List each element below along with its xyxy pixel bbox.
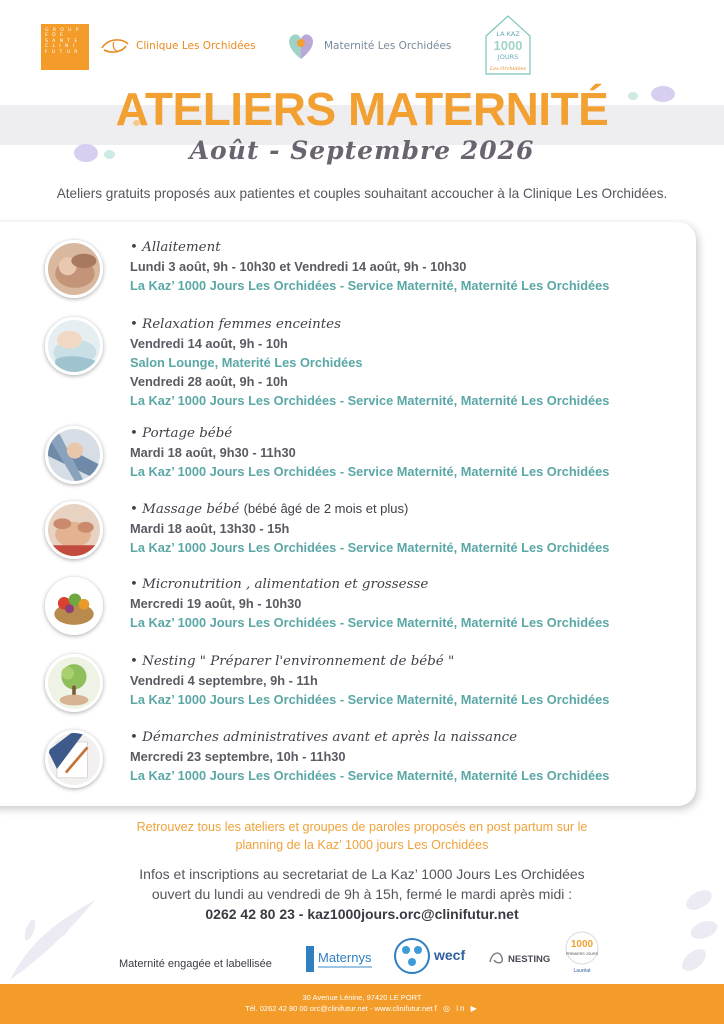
groupe-logo-line: C L I N I [45, 44, 76, 50]
contact-info [0, 864, 724, 924]
workshop-photo-breastfeeding [45, 240, 103, 298]
maternite-heart-icon [284, 29, 318, 63]
post-partum-info-line: Retrouvez tous les ateliers et groupes de paroles proposés en post partum sur le [136, 820, 588, 834]
workshop-title-text: • Relaxation femmes enceintes [130, 317, 341, 332]
maternys-text: Maternys [318, 950, 372, 965]
workshop-note: (bébé âgé de 2 mois et plus) [243, 501, 409, 516]
kaz-jours-text: JOURS [497, 53, 519, 61]
groupe-logo-line: S A N T E [45, 38, 79, 44]
header-logos [0, 0, 724, 90]
1000-premiers-jours-logo [562, 930, 602, 980]
workshop-title [130, 652, 609, 671]
workshop-photo-paperwork [45, 730, 103, 788]
workshop-location: La Kaz’ 1000 Jours Les Orchidées - Service Maternité, Maternité Les Orchidées [130, 692, 610, 707]
workshop-title [130, 499, 609, 519]
workshop-title [130, 238, 609, 257]
workshop-title-text: • Micronutrition , alimentation et grossesse [130, 577, 429, 592]
maternite-logo [284, 28, 451, 64]
workshop-location: La Kaz’ 1000 Jours Les Orchidées - Service Maternité, Maternité Les Orchidées [130, 393, 610, 408]
groupe-logo-line: F U T U R [45, 49, 79, 55]
workshop-date: Mardi 18 août, 9h30 - 11h30 [130, 445, 296, 460]
wecf-logo [392, 936, 468, 976]
workshop-title [130, 315, 609, 334]
wecf-text: wecf [434, 947, 466, 963]
post-partum-info-line: planning de la Kaz’ 1000 jours Les Orchidées [235, 838, 489, 852]
workshop-date: Vendredi 28 août, 9h - 10h [130, 374, 288, 389]
groupe-sante-clinifutur-logo [41, 24, 89, 70]
clinique-name: Clinique Les Orchidées [136, 40, 256, 52]
maternite-name: Maternité Les Orchidées [324, 40, 452, 52]
workshop-date: Mercredi 19 août, 9h - 10h30 [130, 596, 302, 611]
workshop-date: Vendredi 14 août, 9h - 10h [130, 336, 288, 351]
groupe-logo-line: G R O U P [45, 28, 80, 33]
workshop-location: La Kaz’ 1000 Jours Les Orchidées - Service Maternité, Maternité Les Orchidées [130, 464, 610, 479]
workshop-date: Mercredi 23 septembre, 10h - 11h30 [130, 749, 346, 764]
workshop-location: La Kaz’ 1000 Jours Les Orchidées - Service Maternité, Maternité Les Orchidées [130, 540, 610, 555]
maternys-logo [306, 944, 376, 974]
workshop-date: Mardi 18 août, 13h30 - 15h [130, 521, 290, 536]
contact-info-line: ouvert du lundi au vendredi de 9h à 15h, fermé le mardi après midi : [151, 886, 573, 902]
footer-bar [0, 984, 724, 1024]
workshop-location: La Kaz’ 1000 Jours Les Orchidées - Service Maternité, Maternité Les Orchidées [130, 615, 610, 630]
clinique-logo [100, 34, 256, 58]
footer-address: 30 Avenue Lénine, 97420 LE PORT [302, 993, 422, 1002]
kaz-sub-text: Les Orchidées [489, 66, 527, 72]
intro-text: Ateliers gratuits proposés aux patientes et couples souhaitant accoucher à la Clinique Les Orchidées. [56, 186, 668, 201]
page-subtitle: Août - Septembre 2026 [189, 136, 535, 165]
workshop-location: Salon Lounge, Materité Les Orchidées [130, 355, 363, 370]
workshop-title [130, 575, 609, 594]
workshop-title-text: • Démarches administratives avant et après la naissance [130, 730, 517, 745]
workshop-photo-babywearing [45, 426, 103, 484]
labels-caption: Maternité engagée et labellisée [119, 958, 272, 970]
footer-contacts-text: Tél. 0262 42 80 00 orc@clinifutur.net - www.clinifutur.net [245, 1004, 433, 1013]
groupe-logo-line: E D E [45, 33, 65, 39]
nesting-logo [486, 946, 552, 968]
kaz-top-text: LA KAZ [496, 30, 520, 38]
workshop-title-text: • Portage bébé [130, 426, 233, 441]
premiers-text: PREMIERS JOURS [566, 952, 598, 956]
footer-contacts [0, 1003, 724, 1014]
workshop-photo-baby-massage [45, 501, 103, 559]
page-title: ATELIERS MATERNITÉ [115, 83, 609, 135]
workshop-photo-vegetables [45, 577, 103, 635]
workshop-title [130, 728, 609, 747]
workshop-photo-relaxation [45, 317, 103, 375]
post-partum-info [0, 818, 724, 854]
kaz-number-text: 1000 [493, 38, 523, 53]
workshop-location: La Kaz’ 1000 Jours Les Orchidées - Service Maternité, Maternité Les Orchidées [130, 278, 610, 293]
workshop-title-text: • Nesting " Préparer l'environnement de bébé " [130, 654, 455, 669]
workshop-date: Lundi 3 août, 9h - 10h30 et Vendredi 14 août, 9h - 10h30 [130, 259, 467, 274]
social-icons[interactable]: f ◎ in ▶ [434, 1004, 479, 1013]
contact-info-line: Infos et inscriptions au secretariat de La Kaz’ 1000 Jours Les Orchidées [139, 866, 585, 882]
premiers-number: 1000 [570, 939, 594, 950]
workshop-title-text: • Massage bébé [130, 502, 240, 517]
contact-phone-email: 0262 42 80 23 - kaz1000jours.orc@clinifutur.net [205, 906, 519, 922]
nesting-text: NESTING [508, 954, 551, 965]
workshop-photo-plant [45, 654, 103, 712]
kaz-1000-jours-logo [482, 12, 534, 78]
orchid-swoosh-icon [100, 36, 130, 56]
laureat-text: Lauréat [573, 968, 591, 974]
workshop-date: Vendredi 4 septembre, 9h - 11h [130, 673, 318, 688]
labels-row [0, 928, 724, 984]
workshop-location: La Kaz’ 1000 Jours Les Orchidées - Service Maternité, Maternité Les Orchidées [130, 768, 610, 783]
workshop-title-text: • Allaitement [130, 240, 221, 255]
workshop-title [130, 424, 609, 443]
